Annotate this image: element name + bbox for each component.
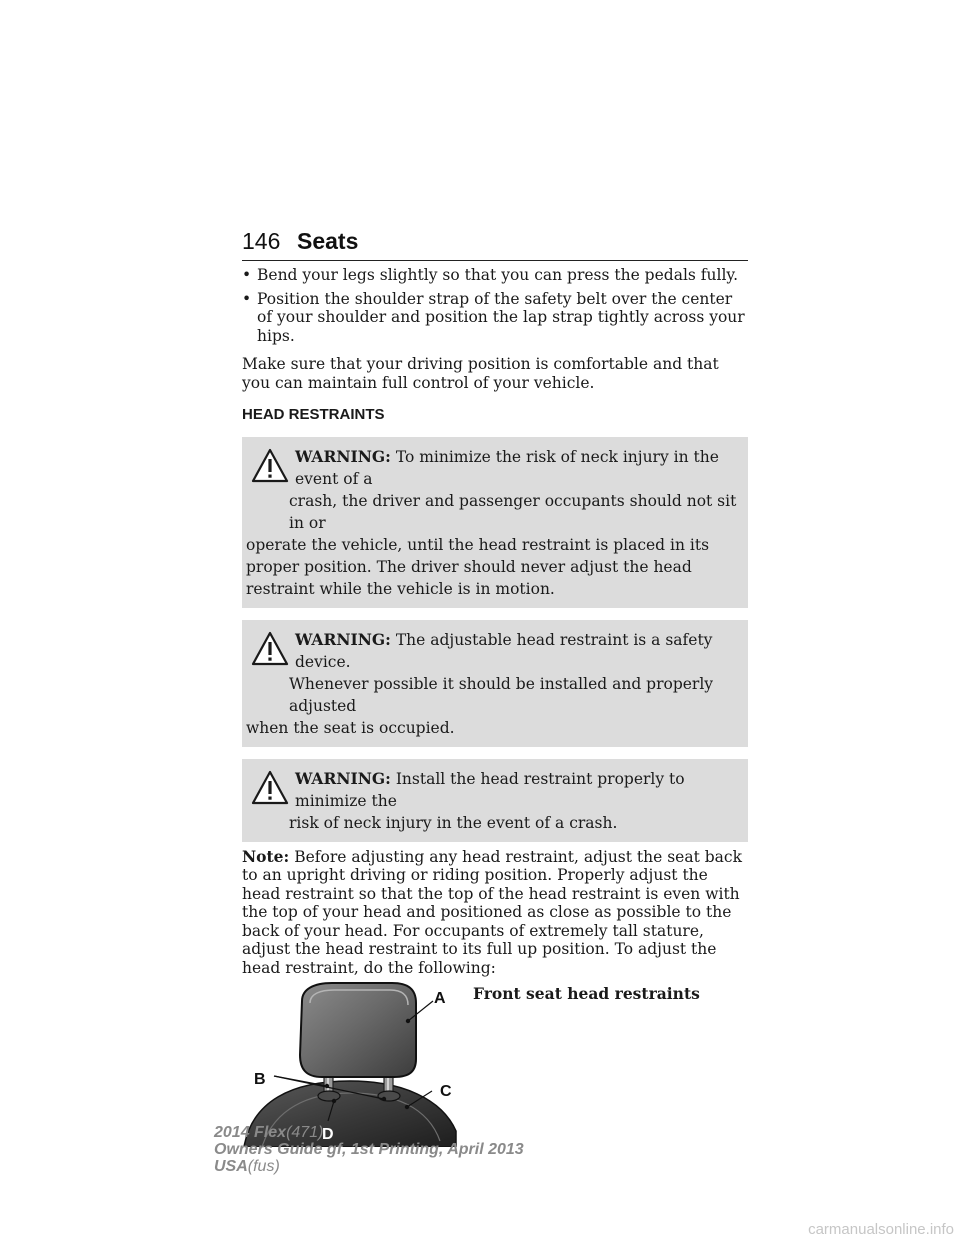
warning-second-line: Whenever possible it should be installed and properly adjusted: [289, 674, 714, 715]
section-heading: HEAD RESTRAINTS: [242, 406, 385, 423]
footer-model-code: (471): [286, 1124, 324, 1141]
note-label: Note:: [242, 846, 290, 866]
figure-label-c: C: [440, 1083, 452, 1100]
figure-label-d: D: [322, 1126, 334, 1143]
page-header: [242, 226, 748, 261]
watermark: carmanualsonline.info: [808, 1221, 954, 1238]
footer-line-3: [214, 1158, 524, 1175]
warning-label: WARNING:: [295, 768, 391, 788]
head-restraint-illustration: [242, 981, 458, 1147]
warning-box: [242, 437, 748, 608]
warning-first-line: Install the head restraint properly to minimize the: [295, 769, 685, 810]
note-text: Before adjusting any head restraint, adjust the seat back to an upright driving or riding position. Properly adjust the head restraint so that the top of the head restraint is even with the top of your head and positioned as close as possible to the back of your head. For occupants of extremely tall stature, adjust the head restraint to its full up position. To adjust the head restraint, do the following:: [242, 847, 742, 977]
figure-label-b: B: [254, 1071, 266, 1088]
warning-rest: operate the vehicle, until the head restraint is placed in its proper position. The driver should never adjust the head restraint while the vehicle is in motion.: [246, 535, 710, 598]
figure-caption: Front seat head restraints: [473, 984, 700, 1003]
warning-first-line: To minimize the risk of neck injury in the event of a: [295, 447, 719, 488]
warning-rest: when the seat is occupied.: [246, 718, 455, 737]
warning-triangle-icon: [250, 446, 290, 486]
page-content: [242, 266, 748, 1181]
warning-box: [242, 620, 748, 747]
footer-model: 2014 Flex: [214, 1124, 287, 1141]
warning-second-line: crash, the driver and passenger occupants should not sit in or: [289, 491, 737, 532]
footer-market: USA: [214, 1158, 248, 1175]
warning-label: WARNING:: [295, 629, 391, 649]
warning-first-line: The adjustable head restraint is a safety device.: [295, 630, 713, 671]
bullet-item: [242, 266, 748, 285]
warning-triangle-icon: [250, 629, 290, 669]
bullet-text: Bend your legs slightly so that you can press the pedals fully.: [257, 266, 739, 284]
warning-second-line: risk of neck injury in the event of a crash.: [289, 813, 618, 832]
page-number: 146: [242, 228, 281, 254]
figure-label-a: A: [434, 990, 446, 1007]
section-title: Seats: [297, 228, 359, 254]
bullet-symbol: •: [242, 266, 252, 284]
warning-box: [242, 759, 748, 842]
page-footer: [214, 1124, 524, 1175]
bullet-text: Position the shoulder strap of the safety belt over the center of your shoulder and position the lap strap tightly across your hips.: [257, 289, 745, 345]
bullet-symbol: •: [242, 289, 252, 308]
footer-guide: Owners Guide gf, 1st Printing, April 2013: [214, 1141, 524, 1158]
bullet-item: [242, 290, 748, 346]
intro-paragraph: Make sure that your driving position is comfortable and that you can maintain full control of your vehicle.: [242, 355, 719, 392]
footer-market-code: (fus): [247, 1158, 280, 1175]
note-paragraph: [242, 848, 748, 978]
warning-triangle-icon: [250, 768, 290, 808]
footer-line-1: [214, 1124, 524, 1141]
warning-label: WARNING:: [295, 446, 391, 466]
